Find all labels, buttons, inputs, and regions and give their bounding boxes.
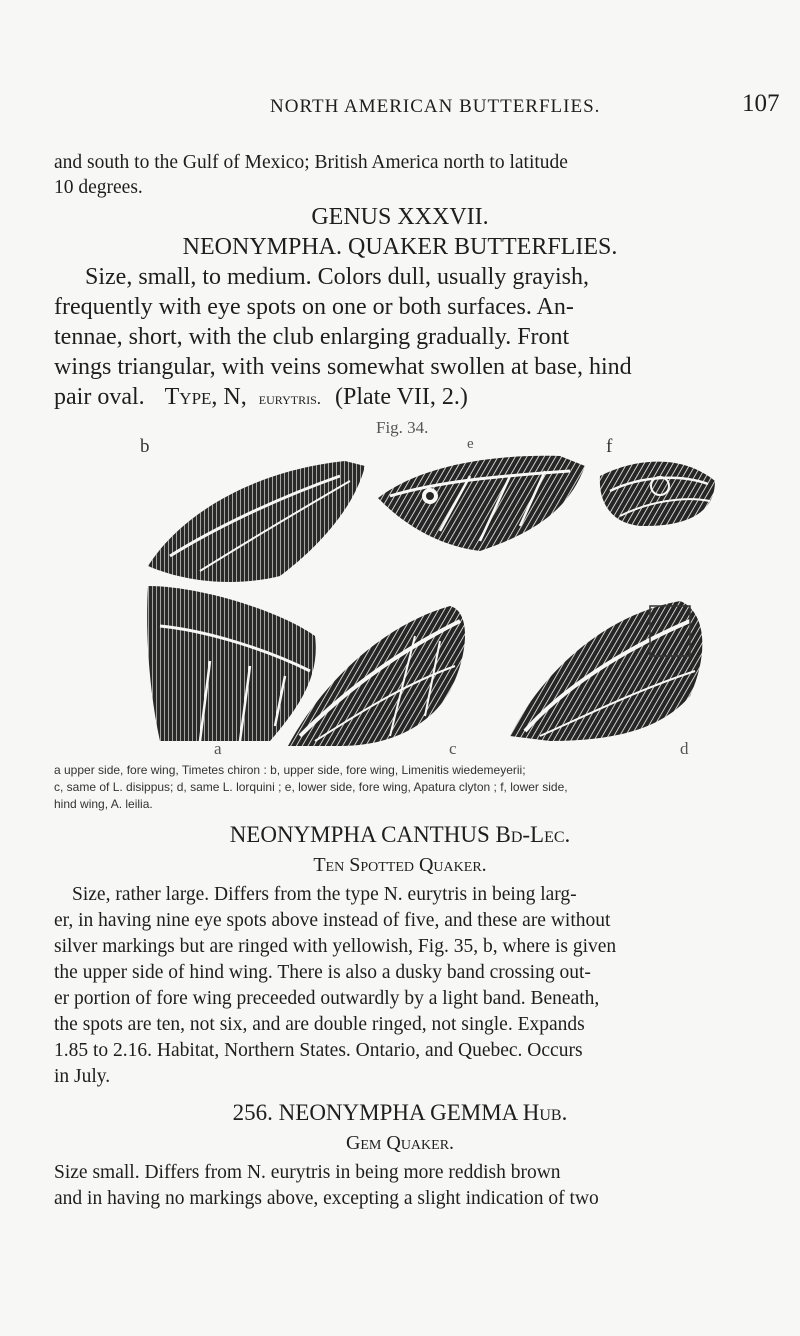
figure-caption	[54, 762, 754, 813]
wing-e-illustration	[378, 456, 585, 551]
wing-figure	[140, 436, 720, 756]
species2-author: Hub.	[522, 1100, 568, 1125]
wing-f-illustration	[600, 462, 715, 526]
fig-letter-d: d	[680, 739, 689, 756]
genus-desc-line-2: frequently with eye spots on one or both surfaces. An-	[54, 294, 574, 320]
species1-line-5: er portion of fore wing preceeded outwardly by a light band. Beneath,	[54, 988, 600, 1009]
species2-name: 256. NEONYMPHA GEMMA	[232, 1100, 517, 1125]
page-number: 107	[742, 90, 780, 117]
type-plate-ref: (Plate VII, 2.)	[335, 384, 468, 410]
species1-heading	[0, 822, 800, 848]
running-title: NORTH AMERICAN BUTTERFLIES.	[270, 96, 601, 117]
species1-line-4: the upper side of hind wing. There is also a dusky band crossing out-	[54, 962, 591, 983]
species1-line-2: er, in having nine eye spots above instead of five, and these are without	[54, 910, 611, 931]
wing-d-illustration	[510, 601, 702, 741]
running-header	[0, 90, 800, 126]
species1-line-6: the spots are ten, not six, and are double ringed, not single. Expands	[54, 1014, 585, 1035]
intro-line-1: and south to the Gulf of Mexico; British America north to latitude	[54, 152, 568, 173]
type-species: eurytris.	[258, 389, 322, 408]
species2-common-name: Gem Quaker.	[345, 1132, 455, 1154]
species1-line-7: 1.85 to 2.16. Habitat, Northern States. Ontario, and Quebec. Occurs	[54, 1040, 583, 1061]
species1-line-8: in July.	[54, 1066, 111, 1087]
type-prefix: Type, N,	[164, 384, 247, 410]
fig-letter-f: f	[606, 436, 613, 457]
species1-name: NEONYMPHA CANTHUS	[229, 822, 490, 847]
wing-a-illustration	[147, 586, 316, 741]
caption-line-1: a upper side, fore wing, Timetes chiron : b, upper side, fore wing, Limenitis wiedemeyerii;	[54, 763, 526, 777]
genus-desc-line-4: wings triangular, with veins somewhat swollen at base, hind	[54, 354, 632, 380]
fig-letter-a: a	[214, 739, 222, 756]
fig-letter-e: e	[467, 436, 474, 452]
genus-desc-line-3: tennae, short, with the club enlarging gradually. Front	[54, 324, 570, 350]
caption-line-2: c, same of L. disippus; d, same L. lorquini ; e, lower side, fore wing, Apatura clyton ; f, lower side,	[54, 780, 568, 794]
species1-common-name: Ten Spotted Quaker.	[313, 854, 487, 876]
genus-number: GENUS XXXVII.	[311, 204, 489, 230]
genus-desc-line-5-text: pair oval.	[54, 384, 145, 410]
species2-line-2: and in having no markings above, excepting a slight indication of two	[54, 1188, 599, 1209]
genus-desc-line-5	[54, 384, 468, 411]
caption-line-3: hind wing, A. leilia.	[54, 797, 153, 811]
wing-b-illustration	[148, 461, 365, 582]
figure-label: Fig. 34.	[376, 418, 429, 437]
species1-line-1: Size, rather large. Differs from the type N. eurytris in being larg-	[72, 884, 577, 905]
species2-line-1: Size small. Differs from N. eurytris in being more reddish brown	[54, 1162, 561, 1183]
wing-c-illustration	[288, 606, 465, 746]
genus-desc-line-1: Size, small, to medium. Colors dull, usually grayish,	[85, 264, 589, 290]
genus-name: NEONYMPHA. QUAKER BUTTERFLIES.	[182, 234, 618, 260]
fig-letter-b: b	[140, 436, 150, 457]
fig-letter-c: c	[449, 739, 457, 756]
intro-line-2: 10 degrees.	[54, 177, 143, 198]
species1-author: Bd-Lec.	[495, 822, 571, 847]
species2-heading	[0, 1100, 800, 1126]
species1-line-3: silver markings but are ringed with yellowish, Fig. 35, b, where is given	[54, 936, 617, 957]
